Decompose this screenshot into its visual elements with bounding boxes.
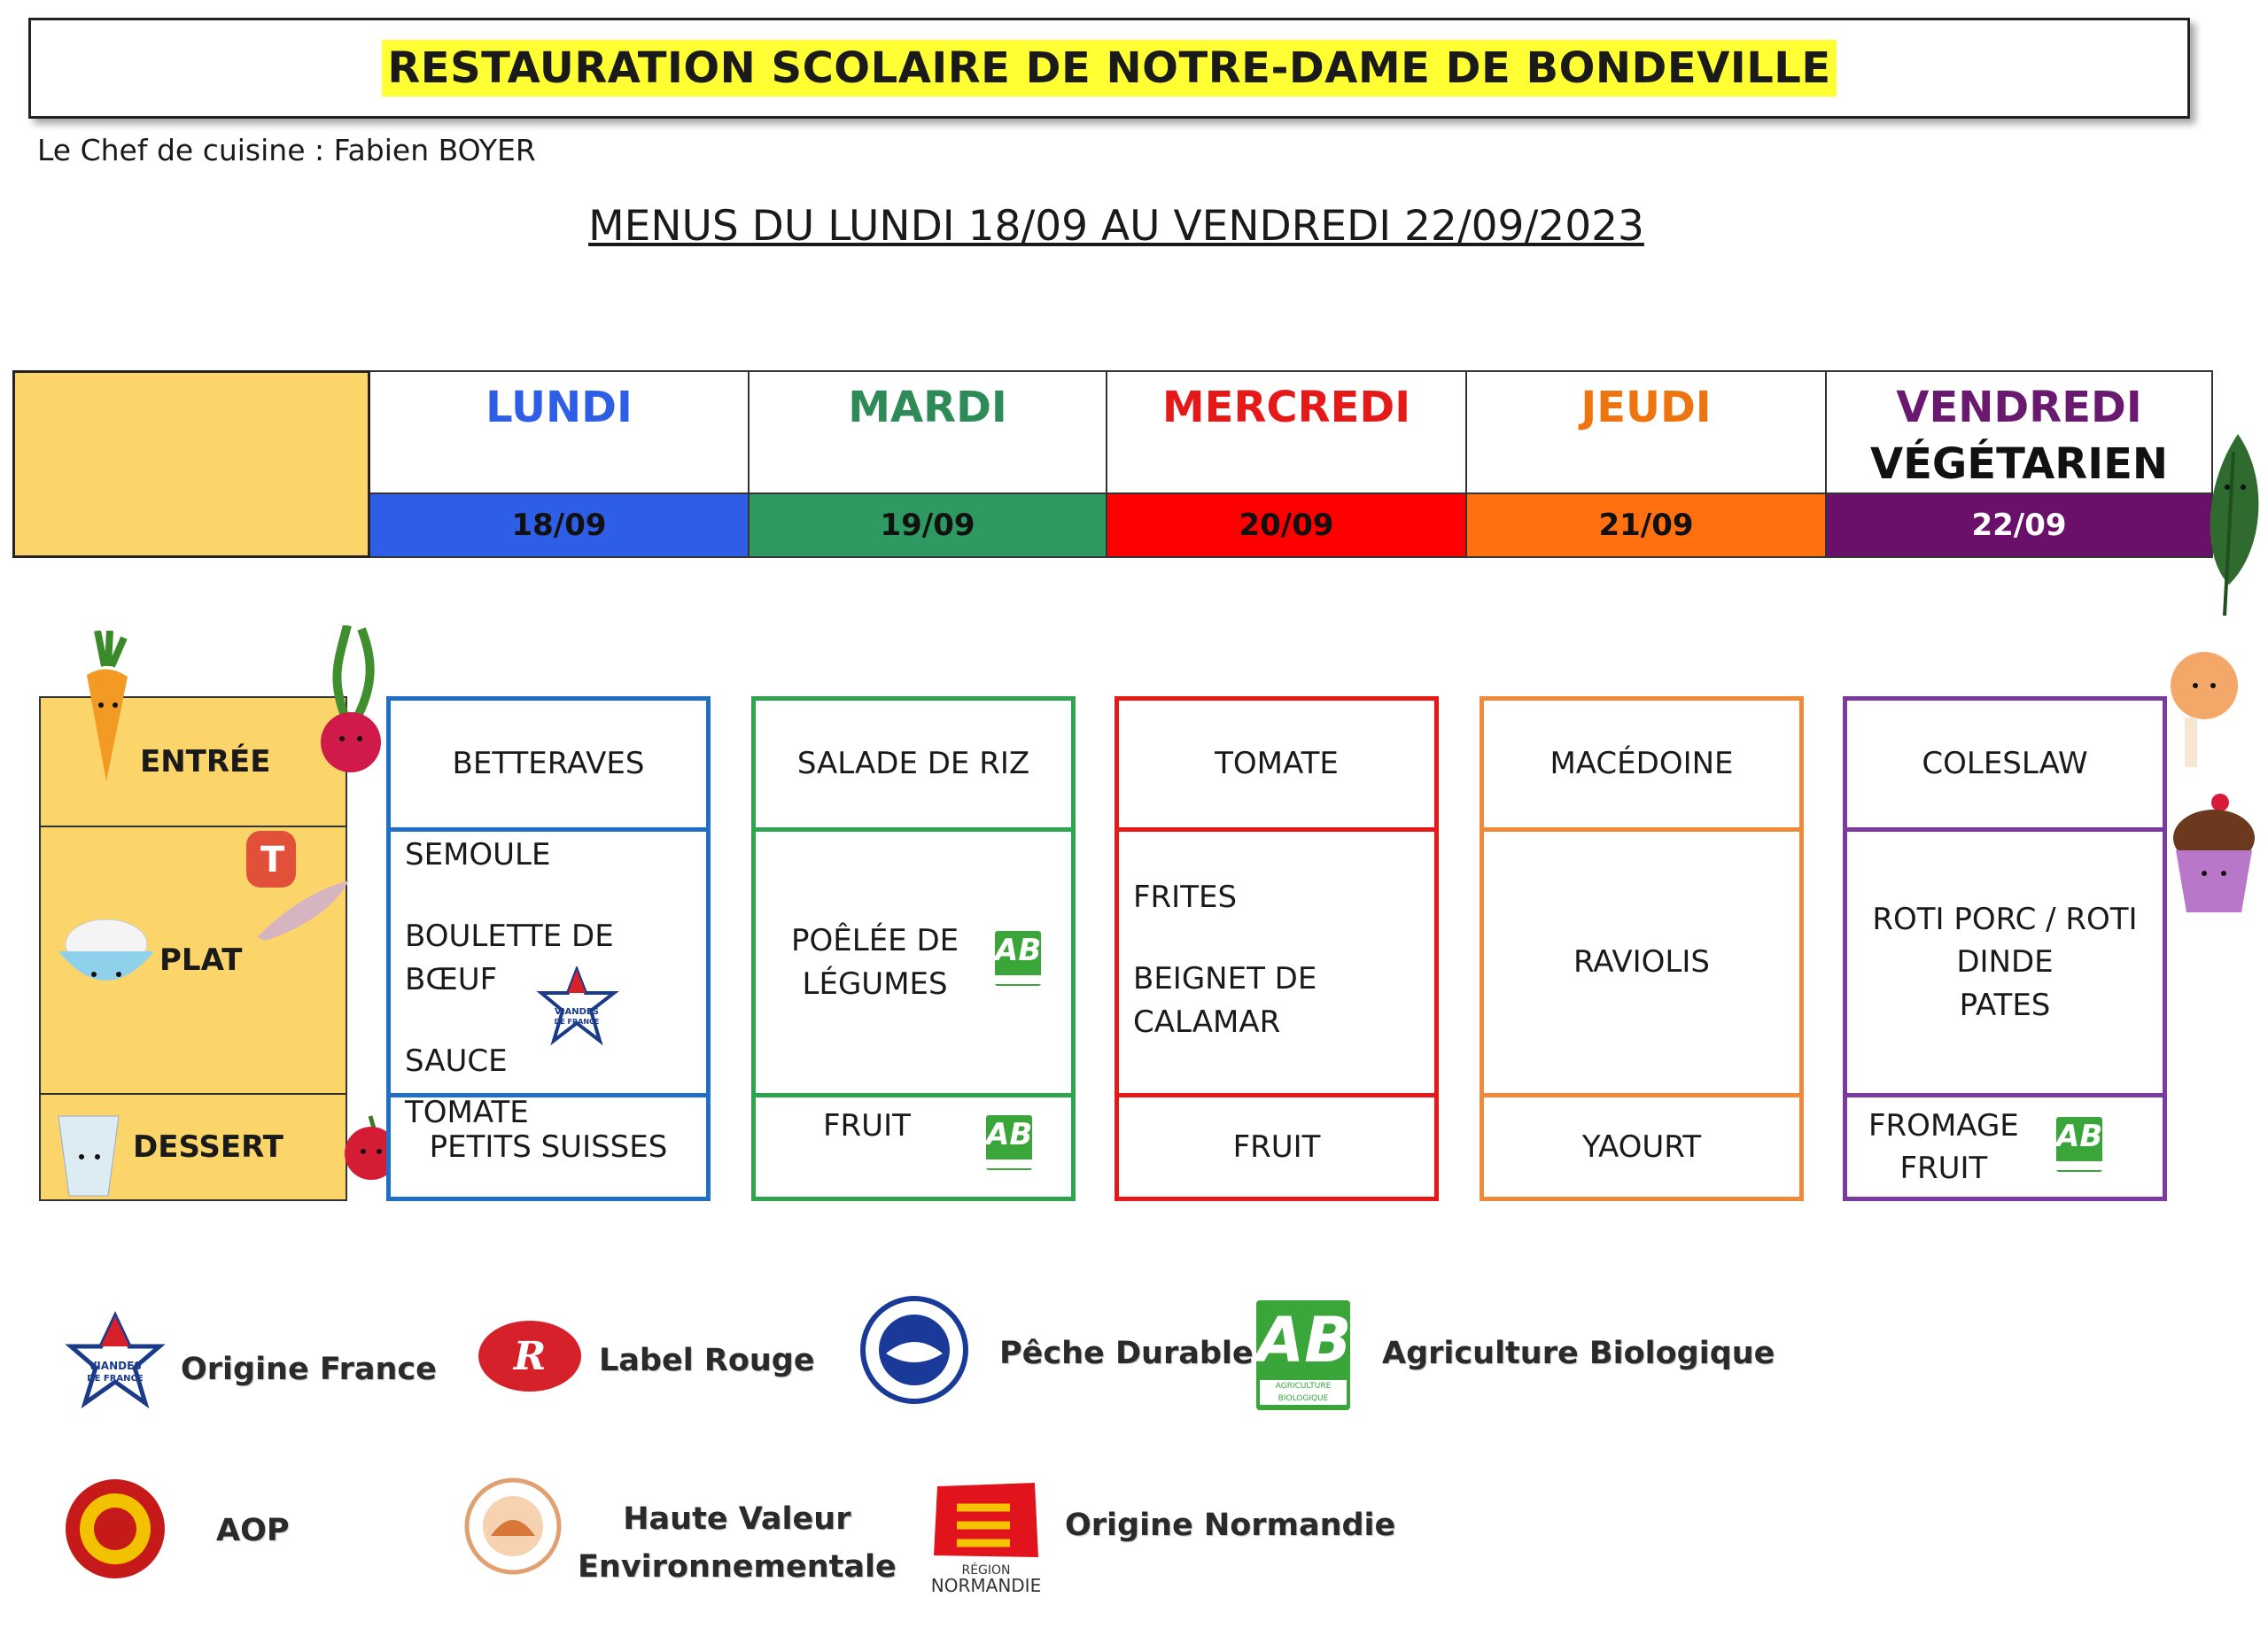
date-mardi: 19/09 (750, 494, 1107, 558)
rice-bowl-icon (53, 912, 159, 997)
label-rouge-logo-icon (475, 1316, 585, 1396)
entree-vendredi: COLESLAW (1847, 701, 2163, 832)
viandes-de-france-logo-icon (532, 966, 621, 1046)
plat-lundi: SEMOULE BOULETTE DE BŒUF SAUCE TOMATE (391, 832, 706, 1097)
plat-jeudi: RAVIOLIS (1484, 832, 1799, 1097)
plat-mercredi: FRITES BEIGNET DE CALAMAR (1119, 832, 1434, 1097)
day-header-vendredi: VENDREDI VÉGÉTARIEN (1827, 370, 2213, 494)
origine-france-logo-icon (62, 1311, 168, 1408)
legend-peche-durable: Pêche Durable (999, 1336, 1254, 1371)
plat-vendredi: ROTI PORC / ROTI DINDE PATES (1847, 832, 2163, 1097)
date-vendredi: 22/09 (1827, 494, 2213, 558)
carrot-icon (71, 631, 142, 790)
legend-label-rouge: Label Rouge (599, 1343, 815, 1378)
svg-text:R: R (513, 1334, 547, 1379)
svg-text:DE FRANCE: DE FRANCE (554, 1018, 600, 1026)
day-header-jeudi: JEUDI (1467, 370, 1827, 494)
ab-logo-icon: AB (995, 931, 1041, 986)
agriculture-bio-logo-icon: AB AGRICULTURE BIOLOGIQUE (1256, 1300, 1350, 1410)
header-corner-cell (12, 370, 370, 558)
date-lundi: 18/09 (370, 494, 750, 558)
spinach-leaf-icon (2185, 425, 2264, 620)
legend-hve: Haute Valeur Environnementale (578, 1501, 897, 1585)
page-title: RESTAURATION SCOLAIRE DE NOTRE-DAME DE BONDEVILLE (382, 40, 1836, 97)
menu-card-lundi (386, 696, 711, 1201)
meat-fish-icon (239, 831, 354, 946)
radish-icon (312, 625, 392, 785)
label-plat: PLAT (39, 826, 347, 1095)
menu-card-mardi (751, 696, 1076, 1201)
day-header-lundi: LUNDI (370, 370, 750, 494)
cupcake-icon (2165, 788, 2263, 921)
dessert-jeudi: YAOURT (1581, 1128, 1702, 1165)
hve-logo-icon (464, 1477, 562, 1575)
yogurt-icon (53, 1098, 124, 1205)
legend-origine-france: Origine France (181, 1352, 437, 1387)
day-header-mardi: MARDI (750, 370, 1107, 494)
legend-agriculture-biologique: Agriculture Biologique (1382, 1336, 1775, 1371)
dessert-mardi: FRUIT (823, 1108, 911, 1144)
svg-text:VIANDES: VIANDES (555, 1007, 599, 1017)
legend-origine-normandie: Origine Normandie (1065, 1508, 1396, 1543)
ab-logo-icon: AB (986, 1115, 1032, 1170)
ab-logo-icon: AB (2056, 1117, 2102, 1172)
entree-mercredi: TOMATE (1119, 701, 1434, 832)
date-mercredi: 20/09 (1107, 494, 1467, 558)
label-dessert: DESSERT (39, 1093, 347, 1201)
aop-logo-icon (64, 1477, 167, 1580)
entree-lundi: BETTERAVES (391, 701, 706, 832)
dessert-mercredi: FRUIT (1232, 1128, 1321, 1165)
entree-jeudi: MACÉDOINE (1484, 701, 1799, 832)
legend-aop: AOP (216, 1513, 290, 1548)
entree-mardi: SALADE DE RIZ (756, 701, 1071, 832)
menu-card-vendredi (1843, 696, 2167, 1201)
peche-durable-logo-icon (859, 1295, 969, 1405)
chicken-leg-icon (2162, 647, 2241, 788)
label-entree: ENTRÉE (39, 696, 347, 827)
title-banner (28, 18, 2190, 119)
svg-text:DE FRANCE: DE FRANCE (87, 1374, 144, 1384)
day-header-mercredi: MERCREDI (1107, 370, 1467, 494)
region-normandie-logo-icon: RÉGION NORMANDIE (921, 1481, 1051, 1591)
date-jeudi: 21/09 (1467, 494, 1827, 558)
week-title: MENUS DU LUNDI 18/09 AU VENDREDI 22/09/2023 (588, 202, 1644, 251)
svg-text:VIANDES: VIANDES (89, 1360, 142, 1372)
svg-text:T: T (260, 840, 285, 880)
menu-card-mercredi (1115, 696, 1439, 1201)
vegetarian-label: VÉGÉTARIEN (1869, 439, 2169, 489)
chef-credit: Le Chef de cuisine : Fabien BOYER (37, 133, 536, 167)
dessert-lundi: PETITS SUISSES (429, 1128, 668, 1165)
plat-mardi: POÊLÉE DE LÉGUMES (756, 832, 1071, 1097)
dessert-vendredi: FROMAGE FRUIT (1868, 1107, 2019, 1186)
menu-card-jeudi (1480, 696, 1804, 1201)
